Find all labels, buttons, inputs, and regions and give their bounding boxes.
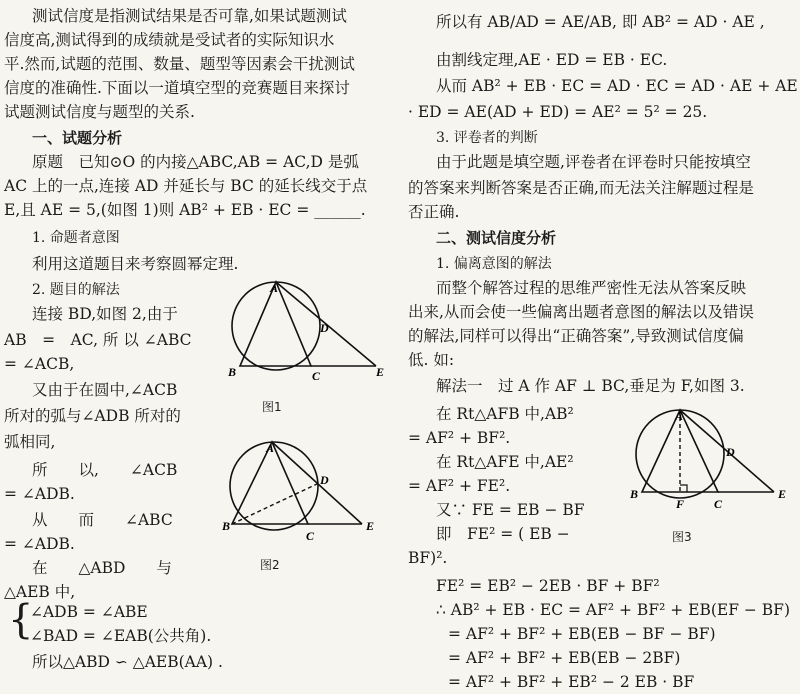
fig2-label-b: B [222,519,231,533]
intro-line-3: 平.然而,试题的范围、数量、题型等因素会干扰测试 [4,55,355,73]
intent-text: 利用这道题目来考察圆幂定理. [32,255,239,273]
intro-line-1: 测试信度是指测试结果是否可靠,如果试题测试 [32,7,347,25]
m1-line-5: 又∵ FE = EB − BF [436,501,585,519]
fig2-line-ae [272,442,362,524]
fig3-label-f: F [676,497,685,511]
fig2-label-e: E [366,519,375,533]
figure-3-caption: 图3 [672,530,692,544]
judge-line-2: 的答案来判断答案是否正确,而无法关注解题过程是 [408,179,754,197]
right-line-2: 由割线定理,AE · ED = EB · EC. [436,51,668,69]
fig3-label-b: B [630,487,639,501]
para-line-2: 出来,从而会使一些偏离出题者意图的解法以及错误 [408,303,754,321]
right-line-4: · ED = AE(AD + ED) = AE² = 5² = 25. [408,103,708,121]
subheading-deviation: 1. 偏离意图的解法 [436,256,552,272]
m1-line-7: BF)². [408,549,448,567]
system-line-1: ∠ADB = ∠ABE [30,603,148,621]
judge-line-1: 由于此题是填空题,评卷者在评卷时只能按填空 [436,153,751,171]
solution-line-2: AB = AC, 所 以 ∠ABC [4,331,192,349]
system-line-2: ∠BAD = ∠EAB(公共角). [30,627,212,645]
judge-line-3: 否正确. [408,203,460,221]
solution-line-11: 在 △ABD 与 [32,559,172,577]
figure-3 [628,408,796,520]
para-line-4: 低. 如: [408,351,455,369]
intro-line-5: 试题测试信度与题型的关系. [4,103,195,121]
figure-1 [226,280,396,390]
solution-line-8: = ∠ADB. [4,485,75,503]
fig3-label-d: D [726,445,735,459]
subheading-solution: 2. 题目的解法 [32,282,120,298]
para-line-1: 而整个解答过程的思维严密性无法从答案反映 [436,279,747,297]
solution-line-5: 所对的弧与∠ADB 所对的 [4,407,181,425]
solution-line-10: = ∠ADB. [4,535,75,553]
calc-line-2: ∴ AB² + EB · EC = AF² + BF² + EB(EF − BF) [436,601,790,619]
solution-line-6: 弧相同, [4,433,56,451]
system-brace: { [8,597,34,643]
calc-line-1: FE² = EB² − 2EB · BF + BF² [436,577,660,595]
intro-line-4: 信度的准确性.下面以一道填空型的竞赛题目来探讨 [4,79,350,97]
fig1-label-d: D [320,321,329,335]
m1-line-2: = AF² + BF². [408,429,511,447]
fig3-right-angle [680,485,687,492]
right-line-3: 从而 AB² + EB · EC = AD · EC = AD · AE + AE [436,77,798,95]
problem-line-1: 原题 已知⊙O 的内接△ABC,AB = AC,D 是弧 [32,153,359,171]
fig2-label-d: D [320,473,329,487]
m1-line-4: = AF² + FE². [408,477,511,495]
fig2-label-a: A [266,441,275,455]
solution-line-4: 又由于在圆中,∠ACB [32,381,178,399]
calc-line-3: = AF² + BF² + EB(EB − BF − BF) [448,625,716,643]
fig3-label-a: A [675,409,684,423]
m1-line-3: 在 Rt△AFE 中,AE² [436,453,574,471]
m1-line-1: 在 Rt△AFB 中,AB² [436,405,574,423]
calc-line-4: = AF² + BF² + EB(EB − 2BF) [448,649,681,667]
fig1-label-b: B [228,365,237,379]
conclusion-line: 所以△ABD ∽ △AEB(AA) . [32,653,223,671]
fig1-label-a: A [270,281,279,295]
m1-line-6: 即 FE² = ( EB − [436,525,570,543]
section-heading-1: 一、试题分析 [32,129,123,147]
calc-line-5: = AF² + BF² + EB² − 2 EB · BF [448,673,695,691]
solution-line-1: 连接 BD,如图 2,由于 [32,305,178,323]
section-heading-2: 二、测试信度分析 [436,229,557,247]
intro-line-2: 信度高,测试得到的成绩就是受试者的实际知识水 [4,31,335,49]
problem-line-2: AC 上的一点,连接 AD 并延长与 BC 的延长线交于点 [4,177,368,195]
subheading-judge: 3. 评卷者的判断 [436,130,538,146]
fig1-label-c: C [312,369,321,383]
para-line-3: 的解法,同样可以得出“正确答案”,导致测试信度偏 [408,327,744,345]
method-1-line: 解法一 过 A 作 AF ⊥ BC,垂足为 F,如图 3. [436,377,745,395]
figure-1-caption: 图1 [262,400,282,414]
fig2-label-c: C [306,529,315,543]
solution-line-7: 所 以, ∠ACB [32,461,178,479]
problem-line-3: E,且 AE = 5,(如图 1)则 AB² + EB · EC = ______. [4,201,366,219]
solution-line-12: △AEB 中, [4,583,76,601]
solution-line-9: 从 而 ∠ABC [32,511,173,529]
fig1-label-e: E [376,365,385,379]
right-line-1: 所以有 AB/AD = AE/AB, 即 AB² = AD · AE , [436,13,765,31]
figure-2 [222,440,396,550]
subheading-intent: 1. 命题者意图 [32,230,120,246]
fig3-label-c: C [714,497,723,511]
figure-2-caption: 图2 [260,558,280,572]
fig3-label-e: E [778,487,787,501]
solution-line-3: = ∠ACB, [4,355,75,373]
